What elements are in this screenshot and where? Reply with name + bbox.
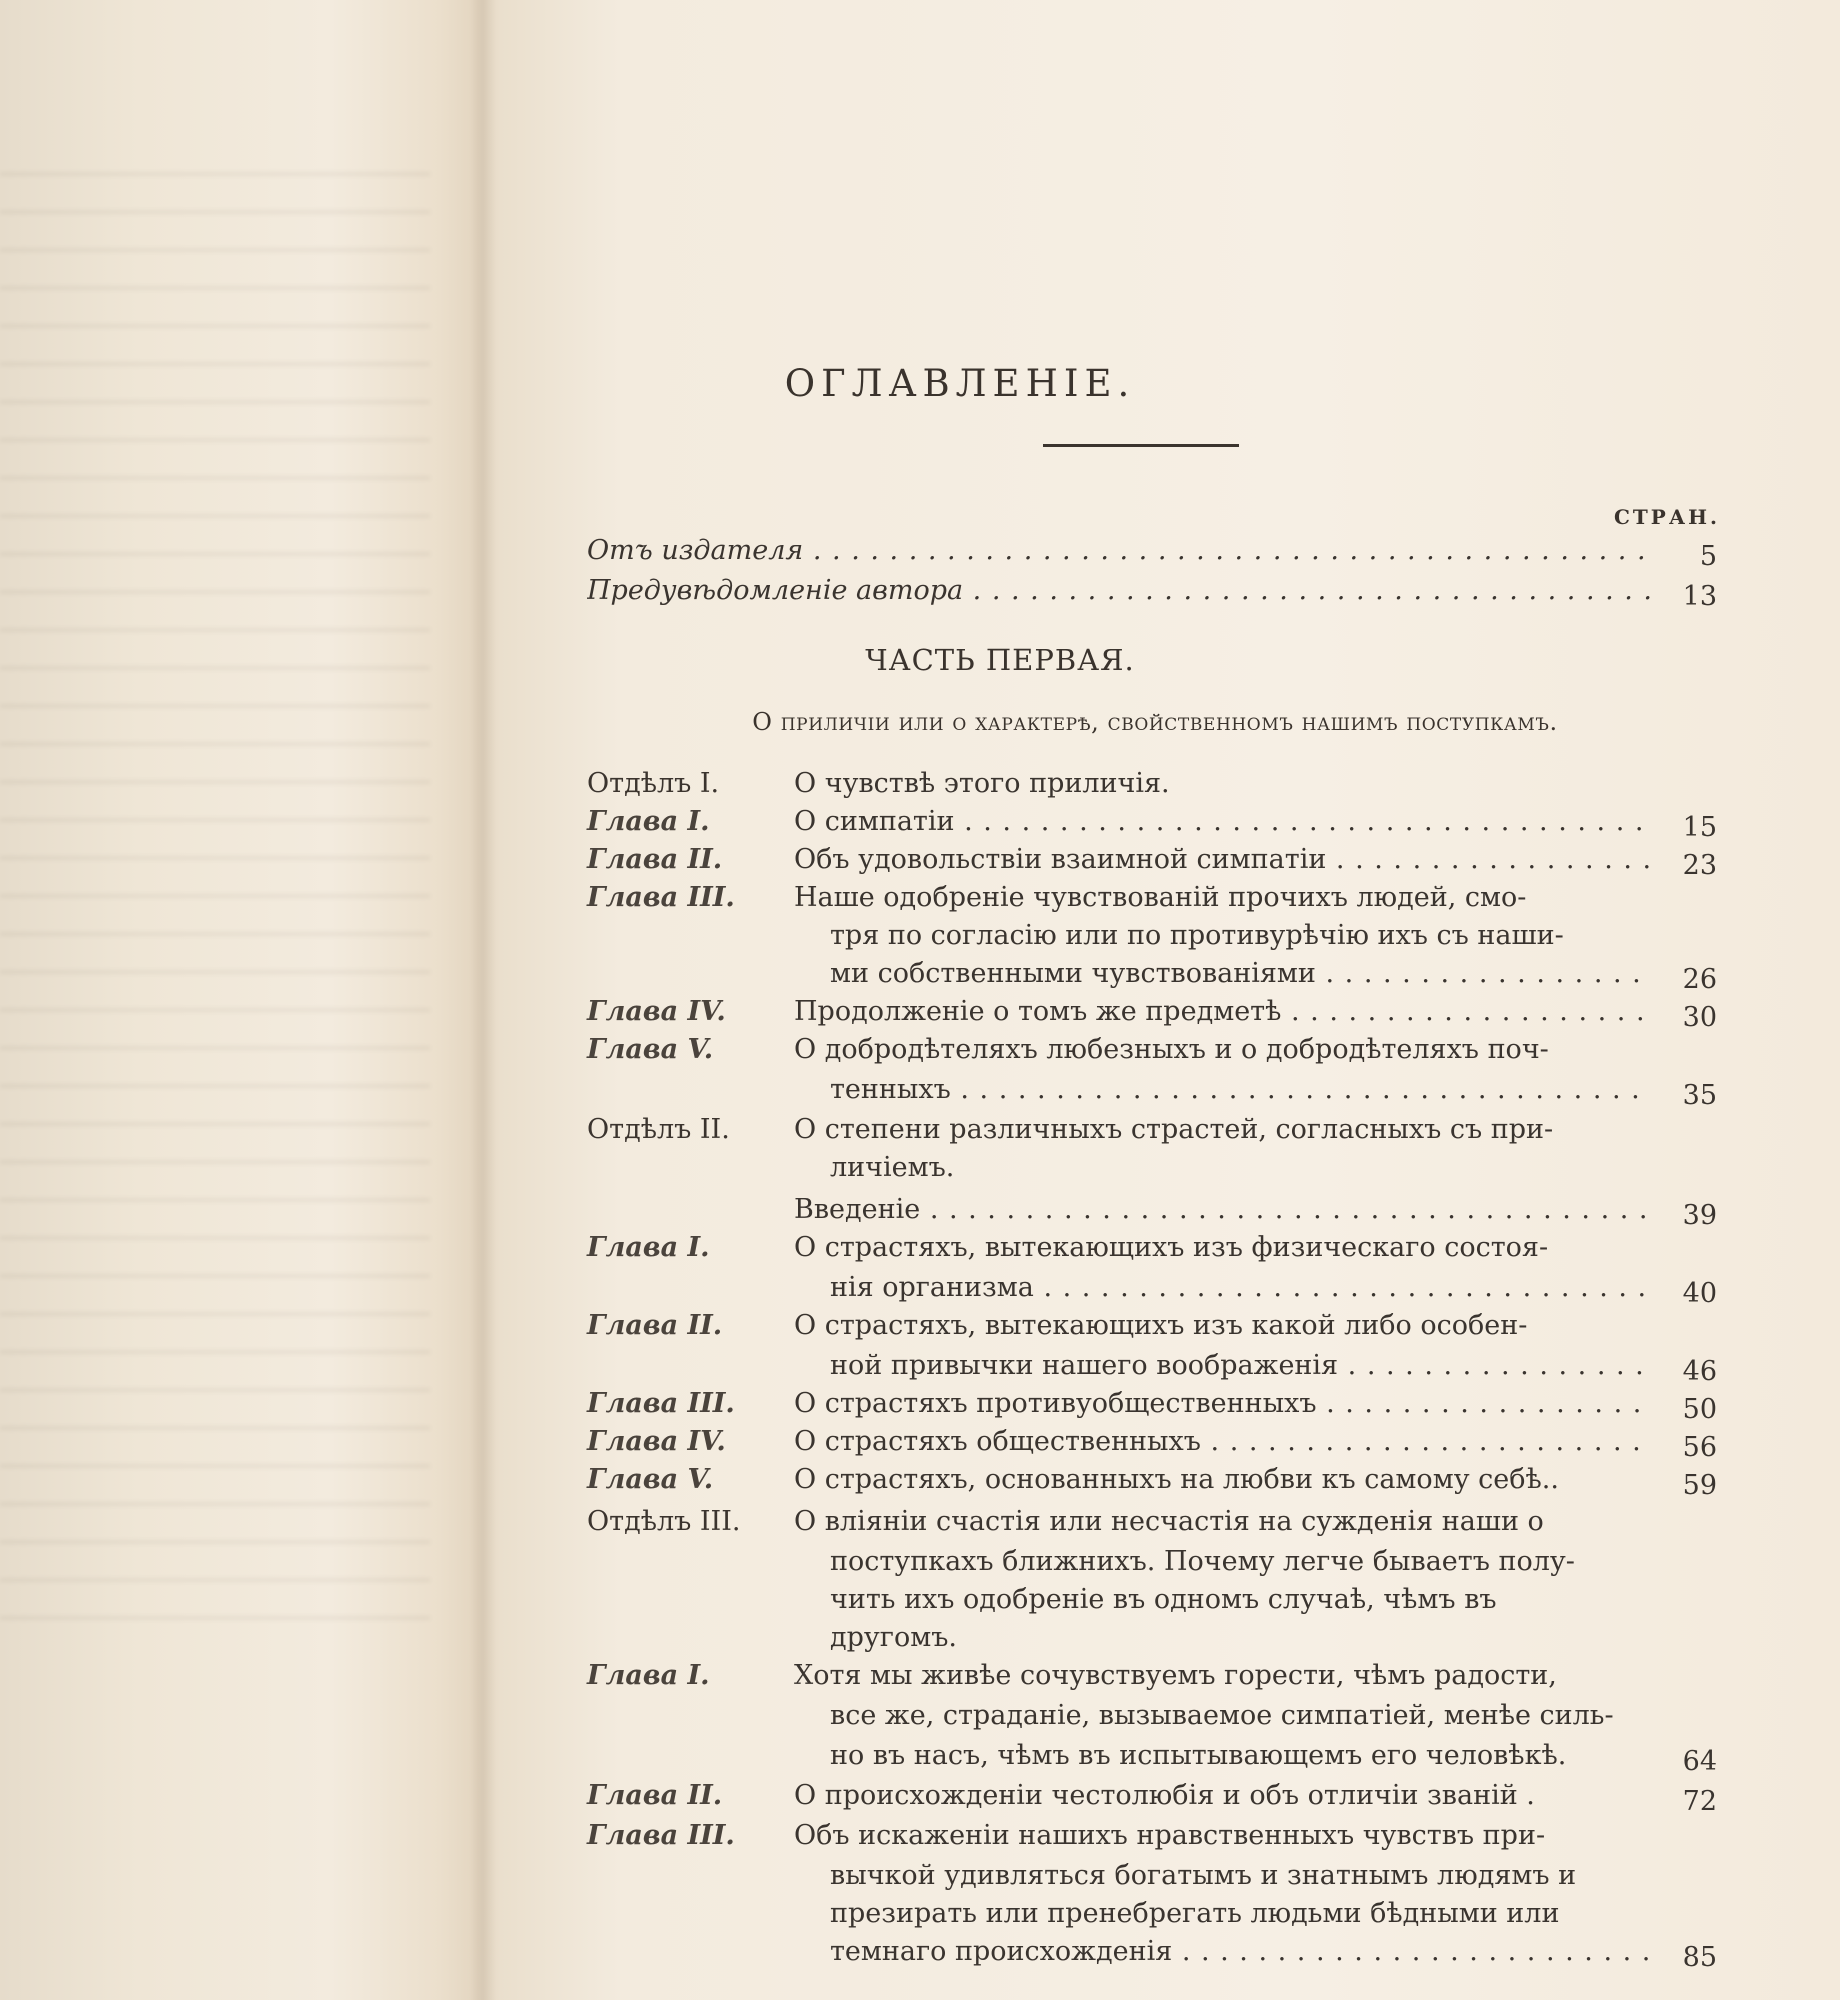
entry-page: 5 <box>1699 541 1717 572</box>
entry-label: Отдѣлъ III. <box>587 1506 741 1537</box>
book-gutter <box>470 0 496 2000</box>
toc-entry <box>587 1502 1717 1542</box>
entry-label: Отдѣлъ II. <box>587 1114 730 1145</box>
entry-line: вычкой удивляться богатымъ и знатнымъ людямъ и <box>830 1860 1577 1891</box>
entry-line: темнаго происхожденія . . . <box>830 1932 1650 1972</box>
toc-entry-continued <box>587 1542 1717 1582</box>
entry-page: 59 <box>1682 1470 1717 1501</box>
entry-line: О степени различныхъ страстей, согласныхъ съ при- <box>794 1114 1554 1145</box>
entry-page: 30 <box>1682 1002 1717 1033</box>
toc-entry <box>587 1384 1717 1424</box>
entry-label: Глава I. <box>587 1660 710 1691</box>
toc-entry <box>587 1776 1717 1816</box>
entry-title: Отъ издателя . . . <box>587 531 1650 571</box>
entry-page: 15 <box>1682 812 1717 843</box>
entry-title: Предувѣдомленіе автора . . . <box>587 571 1650 611</box>
toc-entry-continued <box>587 1932 1717 1972</box>
toc-title: ОГЛАВЛЕНІЕ. <box>784 362 1136 405</box>
entry-page: 72 <box>1682 1786 1717 1817</box>
toc-entry <box>587 1422 1717 1462</box>
entry-line: нія организма . . . <box>830 1268 1650 1308</box>
entry-line: Наше одобреніе чувствованій прочихъ людей, смо- <box>794 882 1527 913</box>
entry-label: Глава IV. <box>587 996 726 1027</box>
toc-entry-continued <box>587 1580 1717 1620</box>
entry-line: О страстяхъ, основанныхъ на любви къ самому себѣ.. <box>794 1464 1559 1495</box>
entry-page: 64 <box>1682 1746 1717 1777</box>
entry-label: Глава V. <box>587 1464 714 1495</box>
entry-label: Глава III. <box>587 1820 735 1851</box>
entry-page: 40 <box>1682 1278 1717 1309</box>
toc-entry-continued <box>587 1696 1717 1736</box>
entry-line: ми собственными чувствованіями . . . <box>830 954 1650 994</box>
toc-entry-continued <box>587 954 1717 994</box>
toc-entry <box>587 764 1717 804</box>
entry-page: 35 <box>1682 1080 1717 1111</box>
toc-entry <box>587 992 1717 1032</box>
toc-entry <box>587 1816 1717 1856</box>
entry-line: другомъ. <box>830 1622 957 1653</box>
entry-line: Введеніе . . . <box>794 1190 1649 1230</box>
toc-entry <box>587 1306 1717 1346</box>
title-rule <box>1043 444 1239 447</box>
part-title: ЧАСТЬ ПЕРВАЯ. <box>865 643 1135 677</box>
entry-label: Глава II. <box>587 844 723 875</box>
entry-line: О симпатіи . . . <box>794 802 1649 842</box>
entry-line: Хотя мы живѣе сочувствуемъ горести, чѣмъ радости, <box>794 1660 1557 1691</box>
entry-line: О происхожденіи честолюбія и объ отличіи званій . <box>794 1780 1535 1811</box>
toc-entry <box>587 1460 1717 1500</box>
entry-line: все же, страданіе, вызываемое симпатіей, менѣе силь- <box>830 1700 1614 1731</box>
toc-entry-continued <box>587 1070 1717 1110</box>
page-column-header: СТРАН. <box>1614 505 1720 529</box>
entry-line: тря по согласію или по противурѣчію ихъ съ наши- <box>830 920 1564 951</box>
toc-entry-continued <box>587 1856 1717 1896</box>
entry-page: 13 <box>1682 581 1717 612</box>
entry-label: Глава V. <box>587 1034 714 1065</box>
toc-entry <box>587 1190 1717 1230</box>
entry-line: О страстяхъ общественныхъ . . . <box>794 1422 1649 1462</box>
entry-line: О страстяхъ, вытекающихъ изъ физическаго состоя- <box>794 1232 1549 1263</box>
entry-label: Глава II. <box>587 1310 723 1341</box>
entry-line: Объ удовольствіи взаимной симпатіи . . . <box>794 840 1649 880</box>
toc-entry <box>587 840 1717 880</box>
toc-entry-front-2 <box>587 571 1717 611</box>
toc-entry-continued <box>587 916 1717 956</box>
entry-label: Глава II. <box>587 1780 723 1811</box>
entry-line: ной привычки нашего воображенія . . . <box>830 1346 1650 1386</box>
toc-entry <box>587 1656 1717 1696</box>
toc-entry <box>587 802 1717 842</box>
toc-entry <box>587 1228 1717 1268</box>
toc-entry <box>587 1110 1717 1150</box>
entry-line: О чувствѣ этого приличія. <box>794 768 1170 799</box>
entry-label: Глава III. <box>587 882 735 913</box>
entry-page: 46 <box>1682 1356 1717 1387</box>
toc-entry-continued <box>587 1346 1717 1386</box>
entry-line: О добродѣтеляхъ любезныхъ и о добродѣтеляхъ поч- <box>794 1034 1549 1065</box>
entry-label: Глава I. <box>587 806 710 837</box>
entry-label: Глава III. <box>587 1388 735 1419</box>
toc-entry-continued <box>587 1618 1717 1658</box>
part-subtitle: О приличіи или о характерѣ, свойственномъ нашимъ поступкамъ. <box>752 708 1558 736</box>
entry-line: поступкахъ ближнихъ. Почему легче бываетъ полу- <box>830 1546 1575 1577</box>
entry-page: 56 <box>1682 1432 1717 1463</box>
entry-page: 26 <box>1682 964 1717 995</box>
entry-page: 50 <box>1682 1394 1717 1425</box>
entry-line: О страстяхъ противуобщественныхъ . . . <box>794 1384 1649 1424</box>
entry-page: 85 <box>1682 1942 1717 1973</box>
entry-label: Глава IV. <box>587 1426 726 1457</box>
toc-entry <box>587 878 1717 918</box>
entry-page: 23 <box>1682 850 1717 881</box>
entry-line: Объ искаженіи нашихъ нравственныхъ чувствъ при- <box>794 1820 1546 1851</box>
toc-entry-continued <box>587 1148 1717 1188</box>
entry-line: О страстяхъ, вытекающихъ изъ какой либо особен- <box>794 1310 1528 1341</box>
toc-entry-continued <box>587 1268 1717 1308</box>
toc-entry-continued <box>587 1894 1717 1934</box>
toc-entry <box>587 1030 1717 1070</box>
show-through-text <box>0 150 430 1650</box>
entry-line: презирать или пренебрегать людьми бѣдными или <box>830 1898 1560 1929</box>
entry-label: Отдѣлъ I. <box>587 768 720 799</box>
entry-line: О вліяніи счастія или несчастія на сужденія наши о <box>794 1506 1544 1537</box>
toc-entry-front-1 <box>587 531 1717 571</box>
toc-entry-continued <box>587 1736 1717 1776</box>
entry-page: 39 <box>1682 1200 1717 1231</box>
entry-line: чить ихъ одобреніе въ одномъ случаѣ, чѣмъ въ <box>830 1584 1497 1615</box>
entry-line: личіемъ. <box>830 1152 955 1183</box>
entry-line: но въ насъ, чѣмъ въ испытывающемъ его человѣкѣ. <box>830 1740 1567 1771</box>
entry-line: Продолженіе о томъ же предметѣ . . . <box>794 992 1649 1032</box>
entry-line: тенныхъ . . . <box>830 1070 1650 1110</box>
entry-label: Глава I. <box>587 1232 710 1263</box>
